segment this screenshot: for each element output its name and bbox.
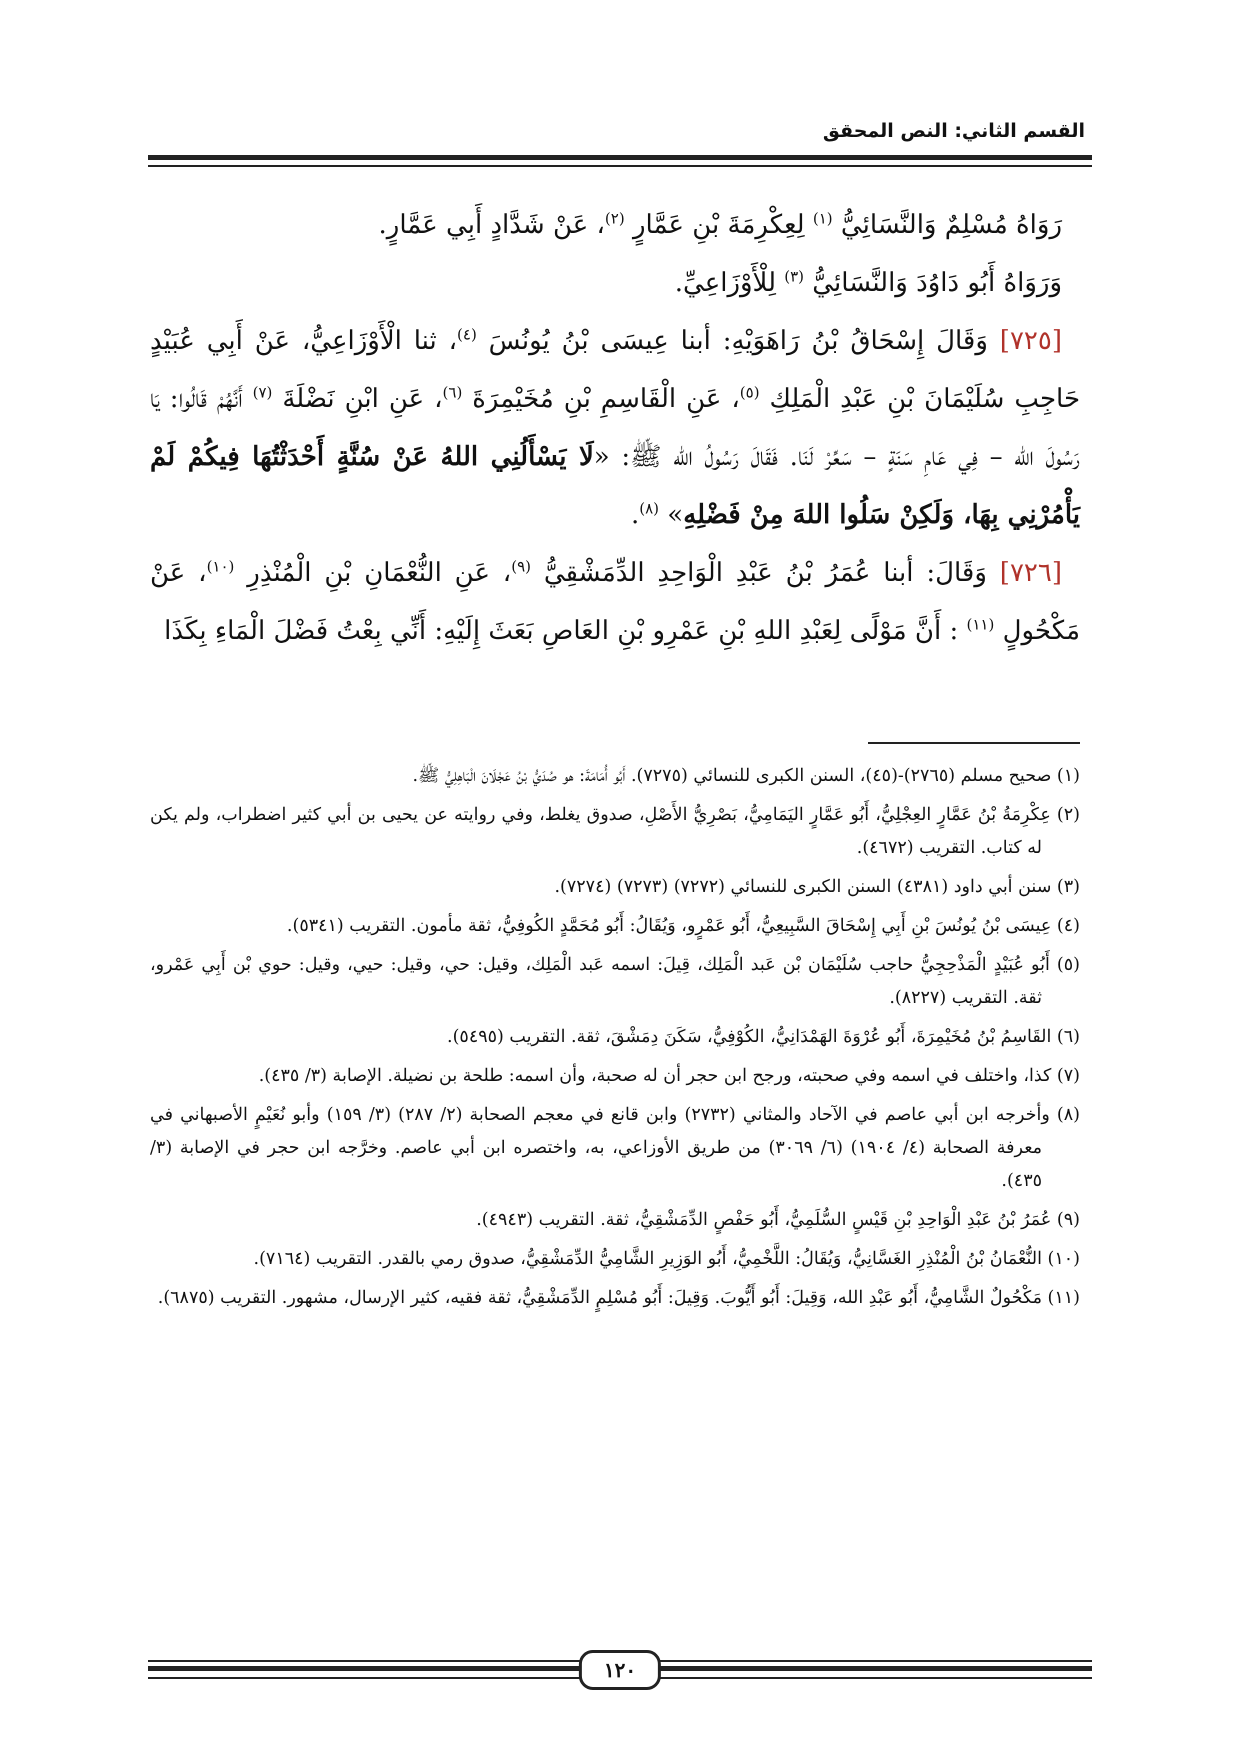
footnote-2: (٢) عِكْرِمَةُ بْنُ عَمَّارٍ العِجْلِيُّ، أَبُو عَمَّارٍ اليَمَامِيُّ، بَصْرِيُّ الأَصْلِ، صدوق يغلط، وفي روايته عن يحيى بن أبي كثير اضطراب، ولم يكن له كتاب. التقريب (٤٦٧٢). — [150, 805, 1080, 858]
header-rule-thick — [148, 155, 1092, 160]
footnote-ref-9[interactable]: (٩) — [511, 557, 531, 576]
paragraph-1: رَوَاهُ مُسْلِمٌ وَالنَّسَائِيُّ $^{(١)}$ لِعِكْرِمَةَ بْنِ عَمَّارٍ $^{(٢)}$، عَنْ شَدَّادٍ أَبِي عَمَّارٍ. — [378, 209, 1062, 240]
footnote-5: (٥) أَبُو عُبَيْدٍ الْمَذْحِجِيُّ حاجب سُلَيْمَان بْن عَبد الْمَلِك، قِيلَ: اسمه عَبد الْمَلِك، وقيل: حي، وقيل: حيي، وقيل: حوي بْن أَبِي عَمْرو، ثقة. التقريب (٨٢٢٧). — [150, 955, 1080, 1008]
footnote-ref-2[interactable]: (٢) — [604, 209, 625, 228]
footnote-ref-10[interactable]: (١٠) — [206, 557, 235, 576]
footnote-ref-11[interactable]: (١١) — [966, 615, 995, 634]
footnote-1: (١) صحيح مسلم (٢٧٦٥)-(٤٥)، السنن الكبرى للنسائي (٧٢٧٥). أَبُو أُمَامَةَ: هو صُدَيُّ بْنُ عَجْلَانَ الْبَاهِلِيُّ ﷺ. — [412, 766, 1080, 786]
entry-number-725: [٧٢٥] — [999, 326, 1062, 356]
footnote-ref-5[interactable]: (٥) — [739, 383, 760, 402]
footnote-ref-7[interactable]: (٧) — [252, 383, 273, 402]
footnote-11: (١١) مَكْحُولٌ الشَّامِيُّ، أَبُو عَبْدِ الله، وَقِيلَ: أَبُو أَيُّوبَ. وَقِيلَ: أَبُو مُسْلِمٍ الدِّمَشْقِيُّ، ثقة فقيه، كثير الإرسال، مشهور. التقريب (٦٨٧٥). — [157, 1288, 1080, 1308]
footnote-3: (٣) سنن أبي داود (٤٣٨١) السنن الكبرى للنسائي (٧٢٧٢) (٧٢٧٣) (٧٢٧٤). — [554, 877, 1080, 897]
paragraph-726: [٧٢٦] وَقَالَ: أبنا عُمَرُ بْنُ عَبْدِ الْوَاحِدِ الدِّمَشْقِيُّ $^{(٩)}$، عَنِ النُّعْمَانِ بْنِ الْمُنْذِرِ $^{(١٠)}$، عَنْ مَكْحُولٍ $^{(١١)}$ : أَنَّ مَوْلًى لِعَبْدِ اللهِ بْنِ عَمْرِو بْنِ العَاصِ بَعَثَ إِلَيْهِ: أَنِّي بِعْتُ فَضْلَ الْمَاءِ بِكَذَا — [150, 557, 1080, 646]
footnotes — [150, 760, 1080, 1321]
footnote-10: (١٠) النُّعْمَانُ بْنُ الْمُنْذِرِ الغَسَّانِيُّ، وَيُقَالُ: اللَّخْمِيُّ، أَبُو الوَزِيرِ الشَّامِيُّ الدِّمَشْقِيُّ، صدوق رمي بالقدر. التقريب (٧١٦٤). — [253, 1249, 1080, 1269]
footnote-ref-4[interactable]: (٤) — [457, 325, 477, 344]
footnote-8: (٨) وأخرجه ابن أبي عاصم في الآحاد والمثاني (٢٧٣٢) وابن قانع في معجم الصحابة (٢/ ٢٨٧) (٣/ ١٥٩) وأبو نُعَيْمٍ الأصبهاني في معرفة الصحابة (٤/ ١٩٠٤) (٦/ ٣٠٦٩) من طريق الأوزاعي، به، واختصره ابن أبي عاصم. وخرَّجه ابن حجر في الإصابة (٣/ ٤٣٥). — [150, 1105, 1080, 1191]
footnote-6: (٦) القَاسِمُ بْنُ مُخَيْمِرَةَ، أَبُو عُرْوَةَ الهَمْدَانِيُّ، الكُوْفِيُّ، سَكَنَ دِمَشْقَ، ثقة. التقريب (٥٤٩٥). — [447, 1027, 1080, 1047]
running-header: القسم الثاني: النص المحقق — [822, 120, 1085, 142]
footnote-ref-8[interactable]: (٨) — [639, 499, 660, 518]
main-text — [150, 196, 1080, 660]
footnote-7: (٧) كذا، واختلف في اسمه وفي صحبته، ورجح ابن حجر أن له صحبة، وأن اسمه: طلحة بن نضيلة. الإصابة (٣/ ٤٣٥). — [258, 1066, 1080, 1086]
header-rule-thin — [148, 165, 1092, 167]
footnote-ref-1[interactable]: (١) — [812, 209, 833, 228]
paragraph-2: وَرَوَاهُ أَبُو دَاوُدَ وَالنَّسَائِيُّ $^{(٣)}$ لِلْأَوْزَاعِيِّ. — [674, 267, 1062, 298]
paragraph-725: [٧٢٥] وَقَالَ إِسْحَاقُ بْنُ رَاهَوَيْهِ: أبنا عِيسَى بْنُ يُونُسَ $^{(٤)}$، ثنا الْأَوْزَاعِيُّ، عَنْ أَبِي عُبَيْدٍ حَاجِبِ سُلَيْمَانَ بْنِ عَبْدِ الْمَلِكِ $^{(٥)}$، عَنِ الْقَاسِمِ بْنِ مُخَيْمِرَةَ $^{(٦)}$، عَنِ ابْنِ نَضْلَةَ $^{(٧)}$ أَنَّهُمْ قَالُوا: يَا رَسُولَ الله – فِي عَامِ سَنَةٍ – سَعِّرْ لَنَا. فَقَالَ رَسُولُ الله ﷺ: «لَا يَسْأَلُنِي اللهُ عَنْ سُنَّةٍ أَحْدَثْتُهَا فِيكُمْ لَمْ يَأْمُرْنِي بِهَا، وَلَكِنْ سَلُوا اللهَ مِنْ فَضْلِهِ» $^{(٨)}$. — [150, 325, 1081, 530]
footnote-separator — [868, 742, 1080, 744]
hadith-text: لَا يَسْأَلُنِي اللهُ عَنْ سُنَّةٍ أَحْدَثْتُهَا فِيكُمْ لَمْ يَأْمُرْنِي بِهَا، وَلَكِنْ سَلُوا اللهَ مِنْ فَضْلِهِ — [150, 442, 1080, 530]
entry-number-726: [٧٢٦] — [999, 558, 1062, 588]
footnote-ref-6[interactable]: (٦) — [442, 383, 463, 402]
page-footer — [148, 1650, 1092, 1690]
page-number: ١٢٠ — [579, 1650, 661, 1690]
footnote-4: (٤) عِيسَى بْنُ يُونُسَ بْنِ أَبِي إِسْحَاقَ السَّبِيعِيُّ، أَبُو عَمْرٍو، وَيُقَالُ: أَبُو مُحَمَّدٍ الكُوفِيُّ، ثقة مأمون. التقريب (٥٣٤١). — [286, 916, 1080, 936]
footnote-ref-3[interactable]: (٣) — [784, 267, 805, 286]
footnote-9: (٩) عُمَرُ بْنُ عَبْدِ الْوَاحِدِ بْنِ قَيْسٍ السُّلَمِيُّ، أَبُو حَفْصٍ الدِّمَشْقِيُّ، ثقة. التقريب (٤٩٤٣). — [476, 1210, 1080, 1230]
